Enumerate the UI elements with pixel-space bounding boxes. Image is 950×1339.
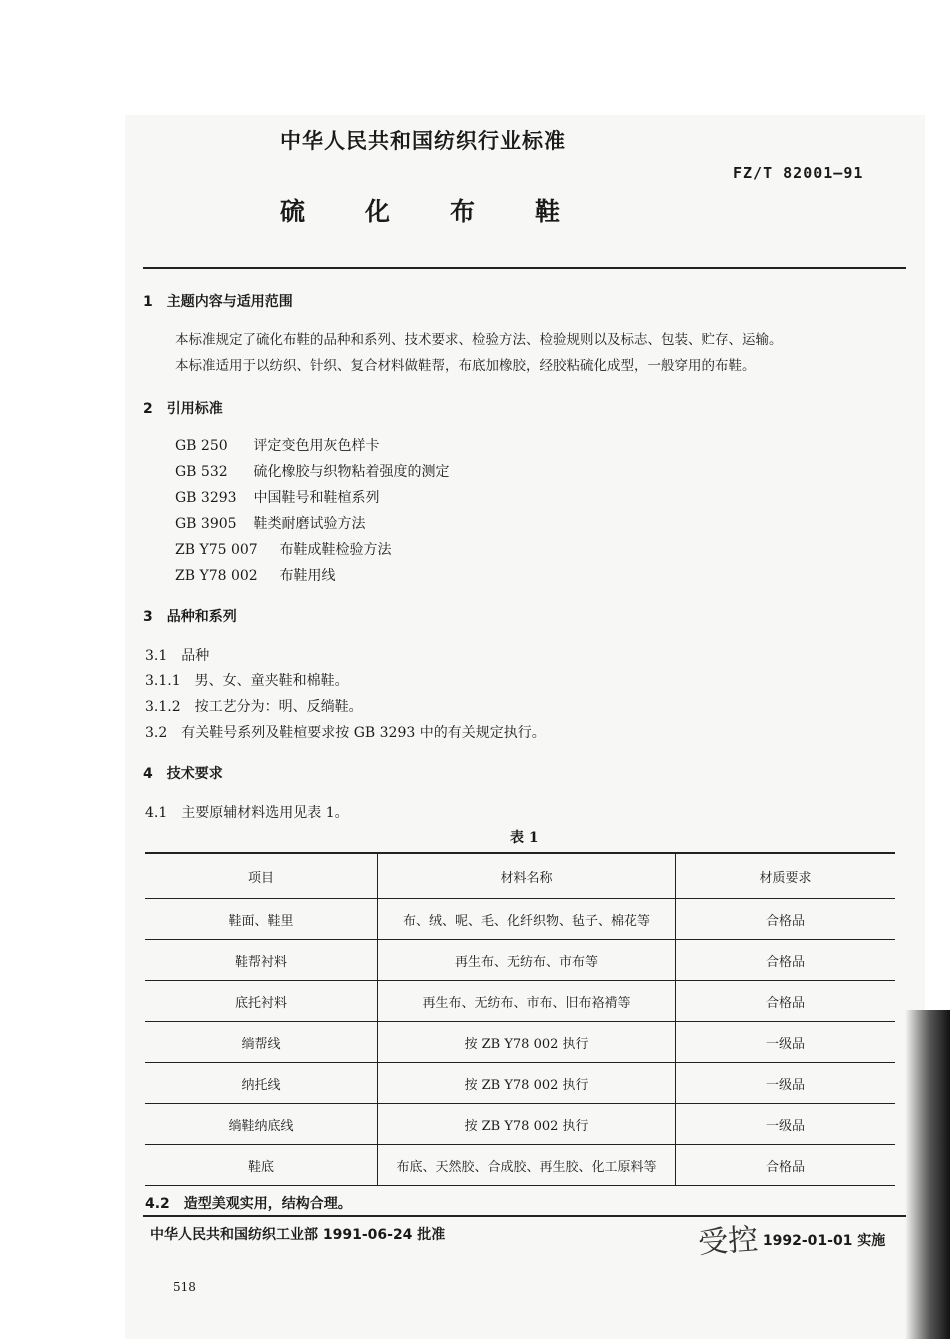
reference-code: ZB Y75 007 <box>175 542 258 558</box>
implementation-date: 1992-01-01 实施 <box>762 1233 886 1249</box>
table-header-row <box>145 853 895 899</box>
clause-4-1: 4.1 主要原辅材料选用见表 1。 <box>145 805 349 821</box>
section-2-heading: 2 引用标准 <box>143 401 223 417</box>
reference-item <box>175 435 379 455</box>
table-cell: 合格品 <box>676 899 896 940</box>
table-caption: 表 1 <box>510 830 539 846</box>
clause-4-2: 4.2 造型美观实用，结构合理。 <box>145 1196 352 1212</box>
reference-item <box>175 487 379 507</box>
standard-organization: 中华人民共和国纺织行业标准 <box>280 129 566 153</box>
column-header: 材质要求 <box>676 853 896 899</box>
clause-3-1-2: 3.1.2 按工艺分为：明、反绱鞋。 <box>145 699 363 715</box>
clause-3-2: 3.2 有关鞋号系列及鞋楦要求按 GB 3293 中的有关规定执行。 <box>145 725 546 741</box>
column-header: 项目 <box>145 853 378 899</box>
reference-item <box>175 461 449 481</box>
reference-title: 硫化橡胶与织物粘着强度的测定 <box>253 464 450 480</box>
scan-edge-shadow <box>905 1010 950 1339</box>
table-row <box>145 981 895 1022</box>
table-cell: 合格品 <box>676 940 896 981</box>
table-row <box>145 899 895 940</box>
table-row <box>145 1104 895 1145</box>
table-cell: 合格品 <box>676 981 896 1022</box>
clause-3-1: 3.1 品种 <box>145 648 210 664</box>
title-char: 布 <box>450 197 536 226</box>
header-rule <box>143 267 906 269</box>
section-1-paragraph-1: 本标准规定了硫化布鞋的品种和系列、技术要求、检验方法、检验规则以及标志、包装、贮存、运输。 <box>175 332 783 348</box>
table-cell: 鞋底 <box>145 1145 378 1186</box>
reference-title: 评定变色用灰色样卡 <box>253 438 380 454</box>
implementation-line <box>698 1216 885 1260</box>
table-cell: 再生布、无纺布、市布、旧布袼褙等 <box>378 981 676 1022</box>
title-char: 化 <box>365 197 451 226</box>
controlled-stamp: 受控 <box>697 1221 760 1262</box>
title-char: 硫 <box>280 197 366 226</box>
reference-title: 鞋类耐磨试验方法 <box>253 516 366 532</box>
table-cell: 布底、天然胶、合成胶、再生胶、化工原料等 <box>378 1145 676 1186</box>
table-cell: 布、绒、呢、毛、化纤织物、毡子、棉花等 <box>378 899 676 940</box>
table-row <box>145 1022 895 1063</box>
clause-3-1-1: 3.1.1 男、女、童夹鞋和棉鞋。 <box>145 673 349 689</box>
table-cell: 按 ZB Y78 002 执行 <box>378 1063 676 1104</box>
reference-code: GB 3293 <box>175 490 237 506</box>
reference-item <box>175 513 365 533</box>
materials-table <box>145 852 895 1186</box>
reference-code: GB 3905 <box>175 516 237 532</box>
page-number: 518 <box>173 1280 196 1294</box>
approval-line: 中华人民共和国纺织工业部 1991-06-24 批准 <box>150 1227 446 1243</box>
table-cell: 一级品 <box>676 1022 896 1063</box>
table-cell: 底托衬料 <box>145 981 378 1022</box>
reference-code: ZB Y78 002 <box>175 568 258 584</box>
table-cell: 纳托线 <box>145 1063 378 1104</box>
table-row <box>145 1063 895 1104</box>
table-row <box>145 940 895 981</box>
table-cell: 按 ZB Y78 002 执行 <box>378 1022 676 1063</box>
document-title <box>280 192 620 228</box>
reference-item <box>175 565 335 585</box>
section-4-heading: 4 技术要求 <box>143 766 223 782</box>
table-cell: 绱帮线 <box>145 1022 378 1063</box>
column-header: 材料名称 <box>378 853 676 899</box>
table-cell: 鞋面、鞋里 <box>145 899 378 940</box>
reference-title: 布鞋用线 <box>279 568 336 584</box>
section-1-paragraph-2: 本标准适用于以纺织、针织、复合材料做鞋帮，布底加橡胶，经胶粘硫化成型，一般穿用的布鞋。 <box>175 358 756 374</box>
reference-code: GB 250 <box>175 438 228 454</box>
reference-title: 中国鞋号和鞋楦系列 <box>253 490 380 506</box>
table-cell: 绱鞋纳底线 <box>145 1104 378 1145</box>
table-cell: 再生布、无纺布、市布等 <box>378 940 676 981</box>
table-row <box>145 1145 895 1186</box>
reference-code: GB 532 <box>175 464 228 480</box>
table-cell: 鞋帮衬料 <box>145 940 378 981</box>
reference-item <box>175 539 391 559</box>
section-3-heading: 3 品种和系列 <box>143 609 237 625</box>
table-cell: 一级品 <box>676 1063 896 1104</box>
section-1-heading: 1 主题内容与适用范围 <box>143 294 293 310</box>
table-cell: 一级品 <box>676 1104 896 1145</box>
standard-code: FZ/T 82001—91 <box>733 164 864 182</box>
table-cell: 按 ZB Y78 002 执行 <box>378 1104 676 1145</box>
table-cell: 合格品 <box>676 1145 896 1186</box>
title-char: 鞋 <box>535 197 621 226</box>
reference-title: 布鞋成鞋检验方法 <box>279 542 392 558</box>
